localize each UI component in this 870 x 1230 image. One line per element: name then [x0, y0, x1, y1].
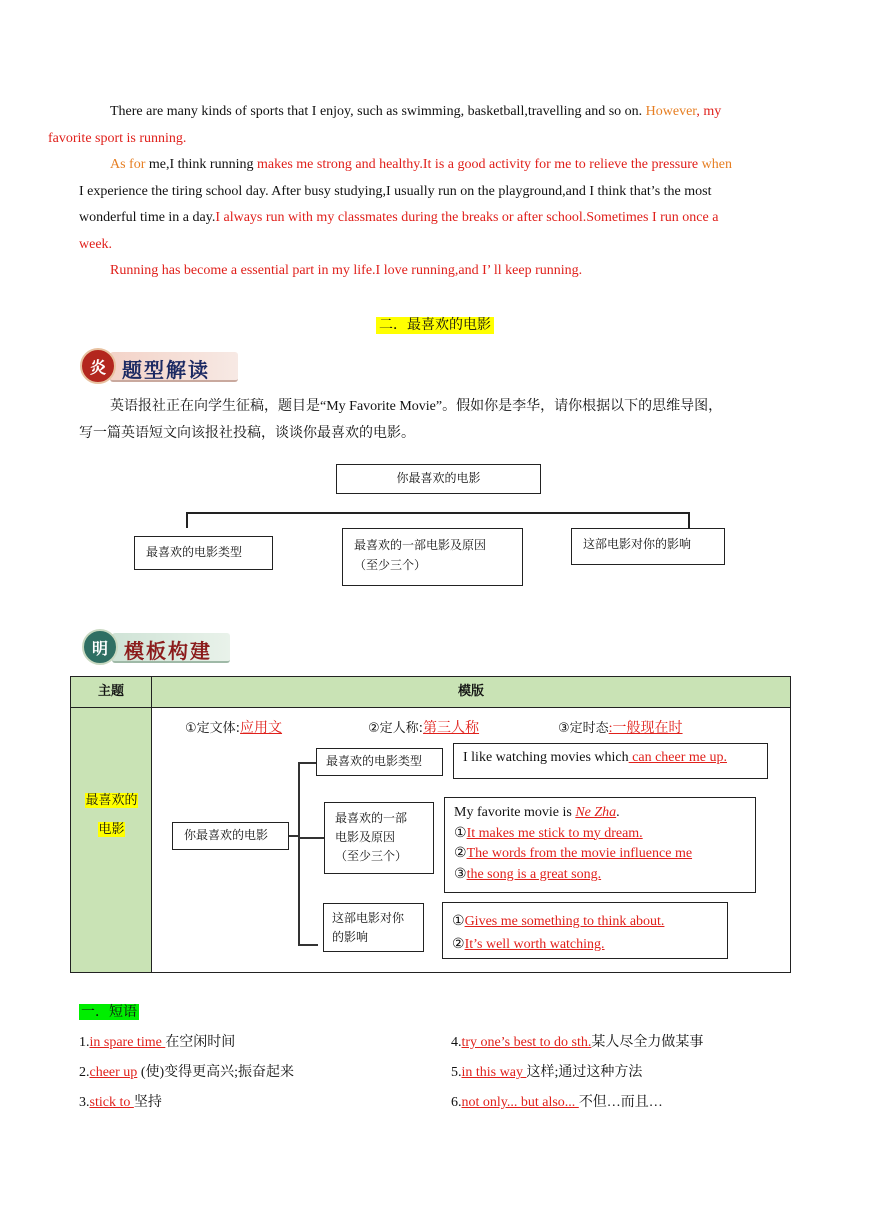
- badge-circle-icon: 炎: [80, 348, 116, 384]
- mindmap-branch-label: （至少三个）: [354, 558, 427, 572]
- badge-circle-icon: 明: [82, 629, 118, 665]
- template-building-badge: [82, 629, 230, 665]
- essay-text: There are many kinds of sports that I enjoy, such as swimming, basketball,travelling and so on.: [110, 104, 646, 119]
- essay-connector: However: [645, 104, 697, 119]
- essay-highlight: favorite sport is running.: [48, 130, 187, 146]
- sentence-text: My favorite movie is: [454, 805, 576, 820]
- phrase-item: [451, 1091, 663, 1111]
- sentence-fill: The words from the movie influence me: [466, 846, 693, 861]
- phrase-item: [451, 1031, 703, 1051]
- template-step-genre: [185, 717, 282, 737]
- phrase-english: not only... but also...: [461, 1095, 579, 1110]
- mindmap-connector: [186, 512, 188, 528]
- phrase-item: [79, 1091, 162, 1111]
- template-sentence-favorite: [444, 797, 756, 893]
- template-branch-favorite: [324, 802, 434, 874]
- mindmap-branch-influence: 这部电影对你的影响: [571, 528, 725, 565]
- mindmap-branch-genre: 最喜欢的电影类型: [134, 536, 273, 570]
- step-label: ①定文体:: [185, 721, 241, 736]
- essay-paragraph-2: [79, 152, 799, 258]
- phrase-number: 6.: [451, 1095, 462, 1110]
- essay-text: I experience the tiring school day. After busy studying,I usually run on the playground,and I think that’s the most: [79, 183, 712, 199]
- template-step-person: [368, 717, 495, 737]
- badge-label: 模板构建: [124, 639, 212, 663]
- branch-line: 最喜欢的一部: [335, 811, 408, 825]
- template-connector: [298, 762, 300, 945]
- essay-highlight: , my: [696, 104, 722, 119]
- template-sentence-genre: [453, 743, 768, 779]
- step-value: :一般现在时: [608, 721, 683, 736]
- sentence-fill: can cheer me up.: [628, 750, 727, 765]
- prompt-line: 英语报社正在向学生征稿，题目是“My Favorite Movie”。假如你是李华，请你根据以下的思维导图，: [110, 399, 723, 414]
- mindmap-connector: [688, 512, 690, 528]
- phrase-chinese: 这样;通过这种方法: [526, 1065, 643, 1080]
- phrase-english: in this way: [461, 1065, 527, 1080]
- essay-highlight: makes me strong and healthy.It is a good activity for me to relieve the pressure: [257, 157, 699, 172]
- sentence-number: ①: [454, 825, 467, 841]
- sentence-fill: the song is a great song.: [466, 866, 602, 882]
- branch-line: （至少三个）: [335, 849, 408, 863]
- step-label: ②定人称:: [368, 721, 424, 736]
- phrase-chinese: (使)变得更高兴;振奋起来: [137, 1065, 295, 1080]
- phrase-english: try one’s best to do sth.: [461, 1035, 592, 1050]
- branch-line: 这部电影对你: [332, 911, 405, 925]
- question-analysis-badge: [80, 348, 238, 384]
- mindmap-branch-label: 最喜欢的一部电影及原因: [354, 538, 487, 552]
- step-value: 第三人称: [423, 721, 480, 736]
- phrase-item: [79, 1031, 235, 1051]
- essay-paragraph-3: Running has become a essential part in my life.I love running,and I’ ll keep running.: [110, 263, 583, 278]
- essay-text: wonderful time in a day.: [79, 210, 216, 225]
- prompt-line: 写一篇英语短文向该报社投稿，谈谈你最喜欢的电影。: [79, 426, 415, 441]
- badge-label: 题型解读: [122, 358, 210, 382]
- phrase-number: 3.: [79, 1095, 90, 1110]
- phrase-number: 2.: [79, 1065, 90, 1080]
- topic-label: [71, 786, 152, 844]
- essay-connector: when: [698, 157, 732, 172]
- sentence-fill: It’s well worth watching.: [464, 937, 605, 952]
- branch-line: 电影及原因: [335, 830, 396, 844]
- mindmap-root-box: 你最喜欢的电影: [336, 464, 541, 494]
- phrase-item: [451, 1061, 642, 1081]
- template-connector: [298, 944, 318, 946]
- phrases-title: [79, 1001, 139, 1021]
- phrase-number: 1.: [79, 1035, 90, 1050]
- writing-prompt: [79, 393, 799, 447]
- sentence-text: .: [616, 805, 620, 820]
- sentence-fill: It makes me stick to my dream.: [466, 825, 643, 841]
- phrase-item: [79, 1061, 294, 1081]
- sentence-number: ①: [452, 914, 465, 929]
- phrase-english: in spare time: [89, 1035, 166, 1050]
- branch-line: 的影响: [332, 930, 369, 944]
- essay-highlight: I always run with my classmates during the breaks or after school.Sometimes I run once a: [215, 210, 719, 225]
- essay-connector: As for: [110, 157, 146, 172]
- phrase-chinese: 在空闲时间: [165, 1035, 236, 1050]
- step-value: 应用文: [240, 721, 283, 736]
- table-header-template: 模版: [152, 677, 790, 708]
- mindmap-branch-favorite: [342, 528, 523, 586]
- phrase-english: cheer up: [89, 1065, 138, 1080]
- essay-highlight: week.: [79, 236, 113, 252]
- template-branch-influence: [323, 903, 424, 952]
- table-header-topic: 主题: [71, 677, 152, 708]
- phrase-chinese: 不但…而且…: [578, 1095, 663, 1110]
- template-step-tense: [558, 717, 683, 737]
- phrase-number: 4.: [451, 1035, 462, 1050]
- template-connector: [298, 762, 316, 764]
- sentence-number: ③: [454, 866, 467, 882]
- template-table: [70, 676, 791, 973]
- topic-text: 电影: [98, 822, 125, 837]
- template-sentence-influence: [442, 902, 728, 959]
- sentence-fill: Ne Zha: [575, 805, 617, 820]
- template-connector: [298, 837, 324, 839]
- mindmap-connector: [186, 512, 689, 514]
- phrases-title-text: 一．短语: [81, 1004, 137, 1020]
- phrase-english: stick to: [89, 1095, 134, 1110]
- template-root-box: 你最喜欢的电影: [172, 822, 289, 850]
- sentence-number: ②: [452, 937, 465, 952]
- sentence-fill: Gives me something to think about.: [464, 914, 665, 929]
- step-label: ③定时态: [558, 721, 609, 736]
- phrase-number: 5.: [451, 1065, 462, 1080]
- essay-text: me,I think running: [145, 157, 257, 172]
- sentence-text: I like watching movies which: [463, 750, 629, 765]
- section-title: [0, 314, 870, 334]
- sentence-number: ②: [454, 846, 467, 861]
- phrase-chinese: 某人尽全力做某事: [591, 1035, 704, 1050]
- phrase-chinese: 坚持: [133, 1095, 162, 1110]
- essay-paragraph-1: [48, 99, 799, 152]
- table-topic-cell: [71, 708, 152, 972]
- topic-text: 最喜欢的: [85, 793, 138, 808]
- section-title-text: 二．最喜欢的电影: [376, 317, 494, 334]
- template-branch-genre: 最喜欢的电影类型: [316, 748, 443, 776]
